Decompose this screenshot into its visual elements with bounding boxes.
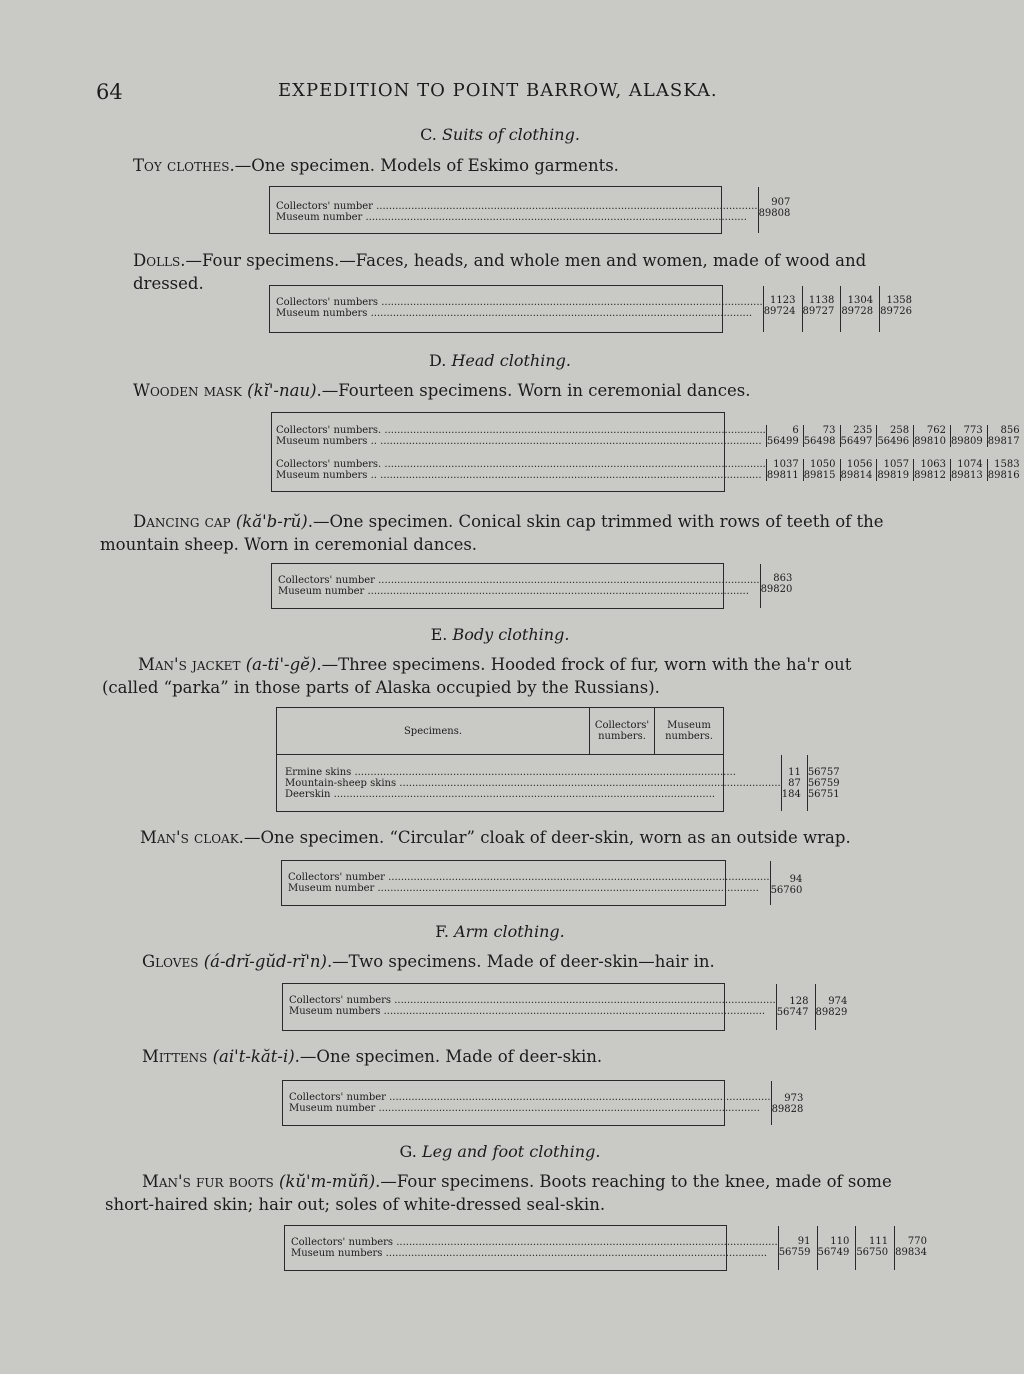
page-number: 64 [96,80,123,104]
table-wooden-mask: Collectors' numbers. ........................................................................................................................ Museum numbers .. ........................................................................................................................ 6 56499 73 56498 235 56497 258 56496 762 89810 773 89809 856 89817 Collectors' numbers. ........................................................................................................................ Museum numbers .. ........................................................................................................................ 1037 89811 1050 89815 1056 89814 1057 89819 1063 89812 1074 89813 1583 89816 [271,412,725,492]
table-mittens: Collectors' number ........................................................................................................................ Museum number ........................................................................................................................ 973 89828 [282,1080,725,1126]
table-mans-fur-boots: Collectors' numbers ........................................................................................................................ Museum numbers ........................................................................................................................ 91 56759 110 56749 111 56750 770 89834 [284,1225,727,1271]
section-heading-d: D. Head clothing. [429,351,571,370]
table-row: Ermine skins ........................................................................................................................ [285,767,736,778]
table-row: Mountain-sheep skins ........................................................................................................................ [285,778,781,789]
table-mans-jacket: Specimens. Collectors' numbers. Museum numbers. Ermine skins ........................................................................................................................ Mountain-sheep skins ........................................................................................................................ Deerskin ........................................................................................................................ 11 87 184 56757 56759 56751 [276,707,724,812]
table-dolls: Collectors' numbers ........................................................................................................................ Museum numbers ........................................................................................................................ 1123 89724 1138 89727 1304 89728 1358 89726 [269,285,723,333]
entry-mans-jacket: Man's jacket (a-ti'-gĕ).—Three specimens. Hooded frock of fur, worn with the ha'r out (called “parka” in those parts of Alaska occupied by the Russians). [102,655,852,697]
entry-dolls: Dolls.—Four specimens.—Faces, heads, and whole men and women, made of wood and dressed. [133,251,867,293]
entry-toy-clothes: Toy clothes.—One specimen. Models of Eskimo garments. [133,156,619,175]
entry-mittens: Mittens (ai't-kăt-i).—One specimen. Made of deer-skin. [142,1047,603,1066]
running-title: EXPEDITION TO POINT BARROW, ALASKA. [278,80,718,101]
table-mans-cloak: Collectors' number ........................................................................................................................ Museum number ........................................................................................................................ 94 56760 [281,860,726,906]
col-header-specimens: Specimens. [403,725,463,737]
section-heading-f: F. Arm clothing. [435,922,565,941]
entry-dancing-cap: Dancing cap (kă'b-rŭ).—One specimen. Conical skin cap trimmed with rows of teeth of the mountain sheep. Worn in ceremonial dances. [100,512,884,554]
col-header-museum: Museum numbers. [654,708,723,754]
entry-mans-fur-boots: Man's fur boots (kŭ'm-mŭñ).—Four specimens. Boots reaching to the knee, made of some short-haired skin; hair out; soles of white-dressed seal-skin. [105,1172,892,1214]
section-heading-e: E. Body clothing. [430,625,570,644]
entry-mans-cloak: Man's cloak.—One specimen. “Circular” cloak of deer-skin, worn as an outside wrap. [140,828,851,847]
table-row: Deerskin ........................................................................................................................ [285,789,716,800]
section-heading-c: C. Suits of clothing. [420,125,580,144]
entry-gloves: Gloves (á-drĭ-gŭd-rĭ'n).—Two specimens. Made of deer-skin—hair in. [142,952,715,971]
col-header-collectors: Collectors' numbers. [589,708,654,754]
section-heading-g: G. Leg and foot clothing. [399,1142,601,1161]
entry-wooden-mask: Wooden mask (kĭ'-nau).—Fourteen specimens. Worn in ceremonial dances. [133,381,751,400]
table-gloves: Collectors' numbers ........................................................................................................................ Museum numbers ........................................................................................................................ 128 56747 974 89829 [282,983,725,1031]
table-toy-clothes: Collectors' number ........................................................................................................................ Museum number ........................................................................................................................ 907 89808 [269,186,722,234]
table-dancing-cap: Collectors' number ........................................................................................................................ Museum number ........................................................................................................................ 863 89820 [271,563,724,609]
